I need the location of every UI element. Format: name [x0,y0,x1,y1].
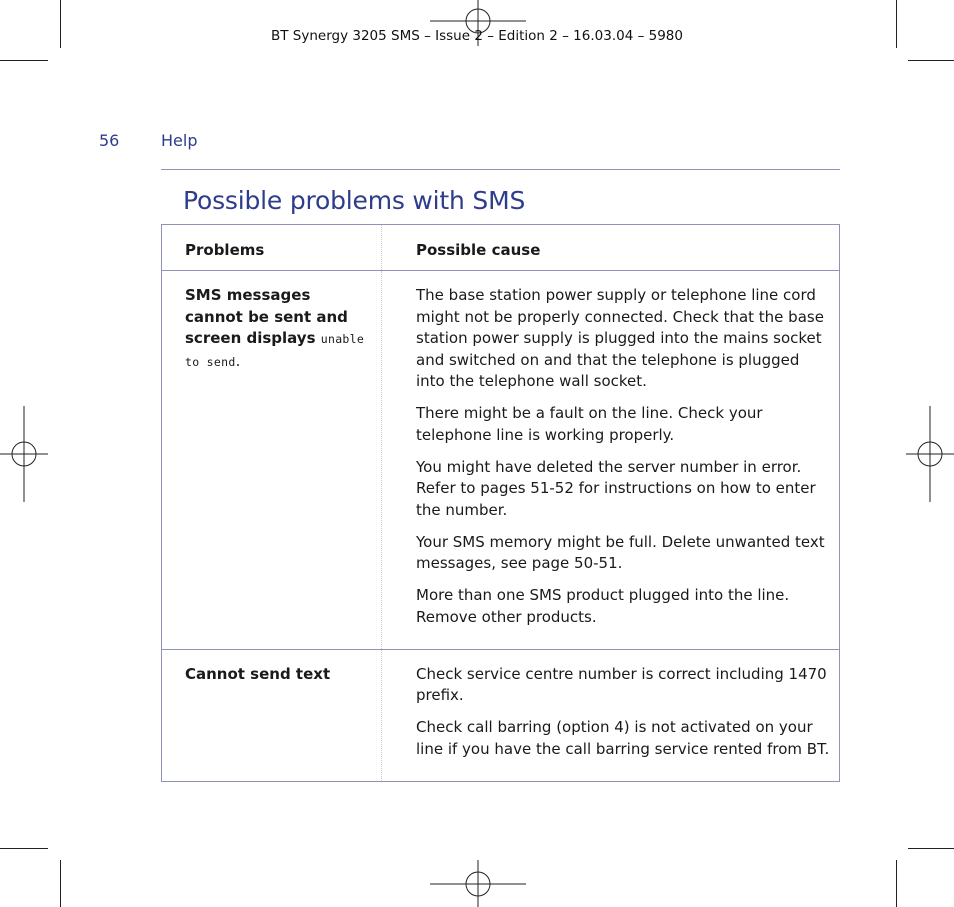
page-number: 56 [99,131,120,150]
crop-mark-top-left-h [0,60,48,61]
registration-mark-left [0,406,48,502]
header-problems: Problems [162,225,382,271]
cause-paragraph: More than one SMS product plugged into the line. Remove other products. [416,586,790,626]
table-row [162,271,840,650]
section-divider [161,169,840,170]
cause-paragraph: Your SMS memory might be full. Delete unwanted text messages, see page 50-51. [416,532,825,572]
problem-cell [162,649,382,781]
page-title: Possible problems with SMS [183,186,526,215]
problem-text: SMS messages cannot be sent and screen displays [185,286,348,347]
problem-cell [162,271,382,650]
registration-mark-bottom [430,860,526,907]
cause-paragraph: Check service centre number is correct including 1470 prefix. [416,664,827,704]
cause-cell [382,271,840,650]
screen-display-text: unable to send [185,332,365,369]
table-row [162,649,840,781]
table-header-row [162,225,840,271]
registration-mark-right [906,406,954,502]
crop-mark-bottom-right-v [896,860,897,907]
crop-mark-bottom-left-h [0,848,48,849]
problem-text: Cannot send text [185,664,331,683]
problem-suffix: . [235,351,241,370]
cause-paragraph: You might have deleted the server number in error. Refer to pages 51-52 for instructions on how to enter the number. [416,457,816,519]
crop-mark-bottom-right-h [908,848,954,849]
cause-paragraph: The base station power supply or telephone line cord might not be properly connected. Check that the base station power supply is plugged into the mains socket and switched on and that the telephone is plugged into the telephone wall socket. [416,286,824,390]
header-possible-cause: Possible cause [416,241,541,259]
crop-mark-bottom-left-v [60,860,61,907]
crop-mark-top-right-h [908,60,954,61]
cause-paragraph: There might be a fault on the line. Check your telephone line is working properly. [416,404,763,444]
section-name: Help [161,131,198,150]
problems-table [161,224,840,782]
cause-paragraph: Check call barring (option 4) is not activated on your line if you have the call barring service rented from BT. [416,718,830,758]
print-header: BT Synergy 3205 SMS – Issue 2 – Edition 2 – 16.03.04 – 5980 [270,28,683,44]
cause-cell [382,649,840,781]
